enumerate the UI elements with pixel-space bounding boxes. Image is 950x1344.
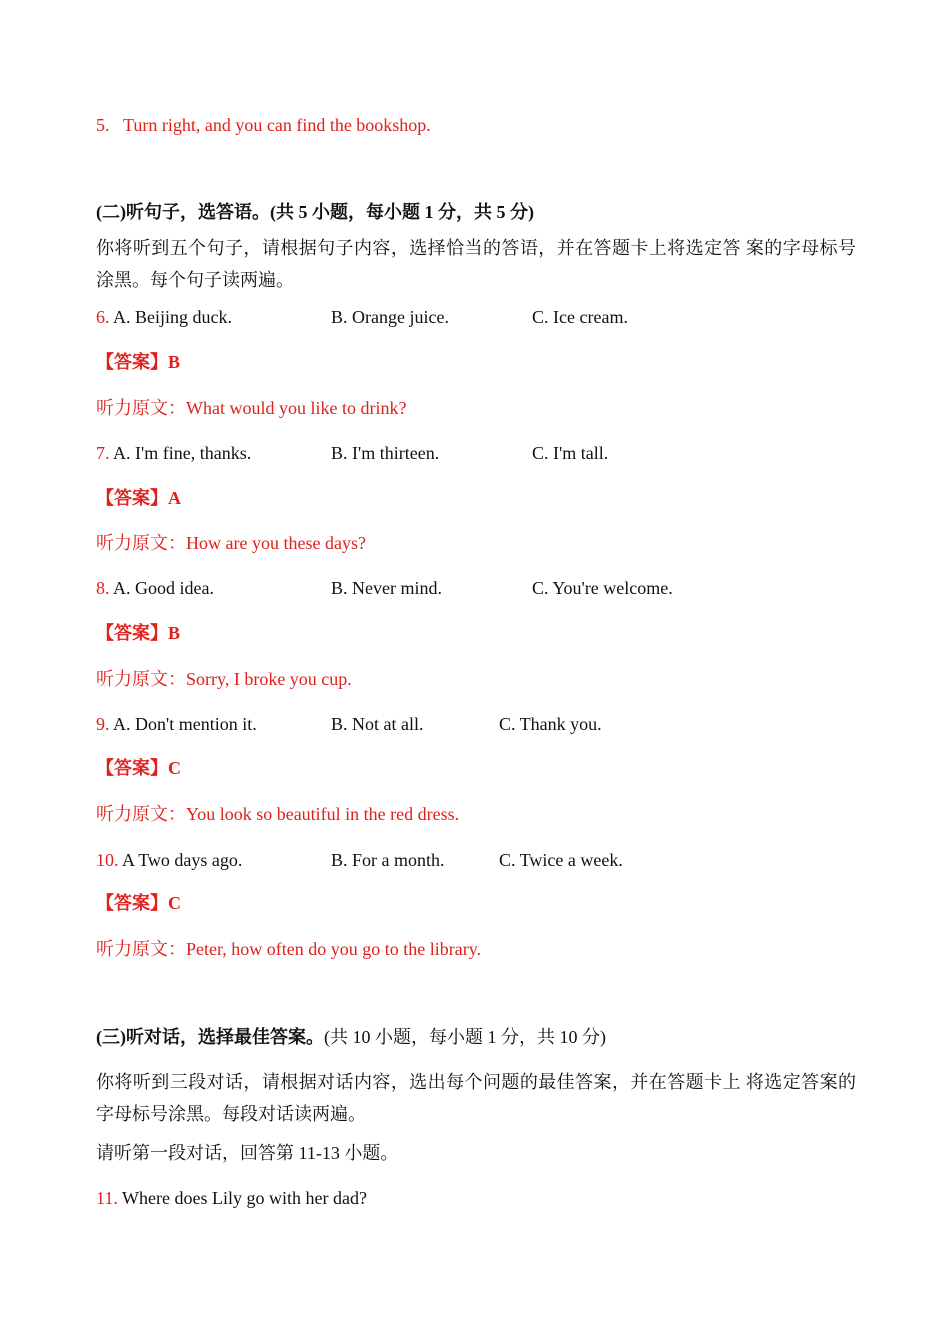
option-c: C. Twice a week. [499,850,623,870]
option-a: A. I'm fine, thanks. [113,443,252,463]
option-b: B. Never mind. [331,578,442,598]
item-5-number: 5. [96,115,110,135]
answer-label: 【答案】 [96,758,168,778]
answer-value: B [168,623,181,643]
transcript-label: 听力原文： [96,804,186,824]
question-number: 6. [96,307,110,327]
option-a: A Two days ago. [122,850,243,870]
question-number: 9. [96,714,110,734]
question-number: 11. [96,1188,118,1208]
question-number: 8. [96,578,110,598]
transcript-text: Peter, how often do you go to the library. [186,939,482,959]
transcript-7 [96,531,366,555]
transcript-label: 听力原文： [96,669,186,689]
dialog-1-intro: 请听第一段对话，回答第 11-13 小题。 [96,1143,399,1163]
question-11 [96,1186,367,1210]
answer-value: A [168,488,181,508]
option-c: C. Ice cream. [532,307,628,327]
option-a: A. Don't mention it. [113,714,257,734]
answer-value: C [168,758,181,778]
answer-value: C [168,893,181,913]
answer-6 [96,350,180,374]
question-text: Where does Lily go with her dad? [122,1188,367,1208]
answer-7 [96,486,181,510]
answer-label: 【答案】 [96,352,168,372]
option-a: A. Good idea. [113,578,214,598]
question-9 [96,712,257,736]
answer-label: 【答案】 [96,623,168,643]
section-2-instruction: 你将听到五个句子，请根据句子内容，选择恰当的答语，并在答题卡上将选定答 案的字母标号涂黑。每个句子读两遍。 [96,238,856,290]
transcript-label: 听力原文： [96,533,186,553]
answer-value: B [168,352,181,372]
item-5-text: Turn right, and you can find the bookshop. [123,115,431,135]
option-b: B. Not at all. [331,714,424,734]
section-3-title-points: (共 10 小题，每小题 1 分，共 10 分) [324,1027,606,1047]
transcript-label: 听力原文： [96,939,186,959]
transcript-9 [96,802,459,826]
transcript-label: 听力原文： [96,398,186,418]
section-3-title-main: (三)听对话，选择最佳答案。 [96,1027,324,1047]
transcript-8 [96,667,352,691]
answer-10 [96,891,181,915]
option-c: C. I'm tall. [532,443,609,463]
question-8 [96,576,214,600]
question-10 [96,848,242,872]
option-b: B. I'm thirteen. [331,443,440,463]
transcript-text: What would you like to drink? [186,398,407,418]
section-3-instruction: 你将听到三段对话，请根据对话内容，选出每个问题的最佳答案，并在答题卡上 将选定答案的字母标号涂黑。每段对话读两遍。 [96,1072,856,1124]
option-a: A. Beijing duck. [113,307,233,327]
answer-8 [96,621,180,645]
question-6 [96,305,232,329]
item-5 [96,113,431,137]
transcript-text: You look so beautiful in the red dress. [186,804,460,824]
transcript-10 [96,937,481,961]
section-2-title: (二)听句子，选答语。(共 5 小题，每小题 1 分，共 5 分) [96,202,534,222]
option-b: B. Orange juice. [331,307,449,327]
answer-label: 【答案】 [96,488,168,508]
answer-label: 【答案】 [96,893,168,913]
question-7 [96,441,251,465]
transcript-text: Sorry, I broke you cup. [186,669,352,689]
question-number: 10. [96,850,119,870]
question-number: 7. [96,443,110,463]
option-b: B. For a month. [331,850,445,870]
section-3-title [96,1025,606,1049]
transcript-6 [96,396,406,420]
option-c: C. You're welcome. [532,578,673,598]
transcript-text: How are you these days? [186,533,366,553]
option-c: C. Thank you. [499,714,602,734]
answer-9 [96,756,181,780]
